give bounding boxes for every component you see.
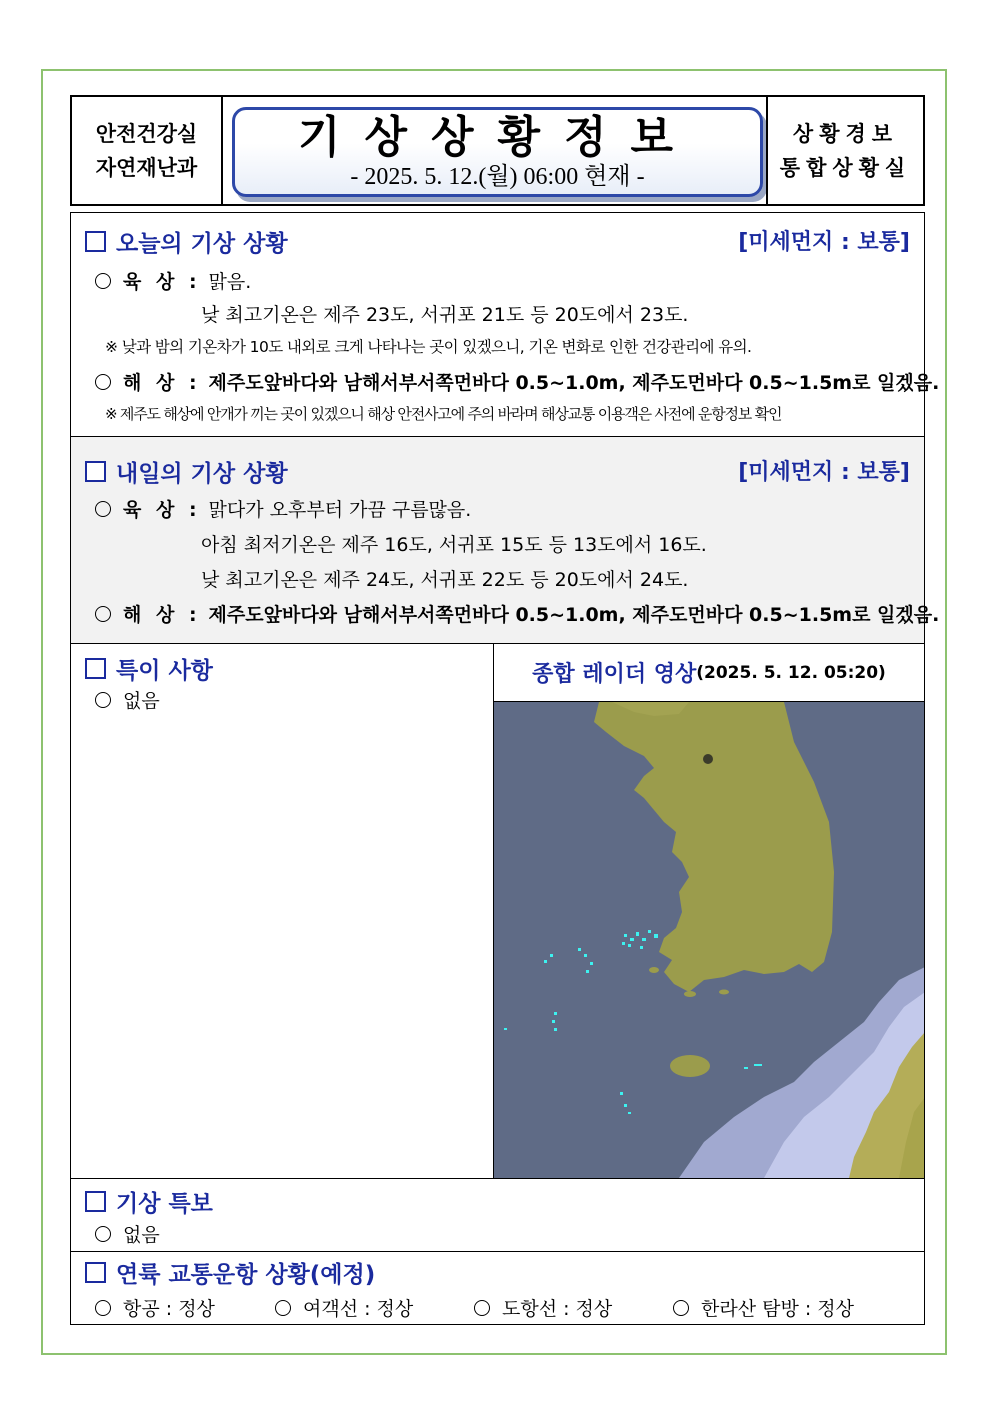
circle-bullet-icon	[95, 374, 111, 390]
tomorrow-heading: 내일의 기상 상황	[85, 455, 288, 488]
traffic-section	[70, 1251, 925, 1325]
today-heading: 오늘의 기상 상황	[85, 225, 288, 258]
report-datetime: - 2025. 5. 12.(월) 06:00 현재 -	[350, 164, 645, 190]
traffic-item-island-ferry: 도항선 : 정상	[474, 1294, 612, 1321]
office-line-2: 통합상황실	[779, 155, 912, 180]
department-line-1: 안전건강실	[95, 121, 198, 146]
radar-title: 종합 레이더 영상 (2025. 5. 12. 05:20)	[493, 644, 924, 702]
warning-section	[70, 1178, 925, 1252]
tomorrow-section	[70, 436, 940, 644]
checkbox-icon	[85, 461, 106, 482]
today-dust-level: [미세먼지 : 보통]	[738, 230, 910, 255]
circle-bullet-icon	[95, 692, 111, 708]
today-land: 육 상 : 맑음.	[95, 267, 251, 294]
circle-bullet-icon	[474, 1300, 490, 1316]
department-block	[72, 97, 223, 204]
tomorrow-min-temp: 아침 최저기온은 제주 16도, 서귀포 15도 등 13도에서 16도.	[201, 534, 707, 556]
checkbox-icon	[85, 231, 106, 252]
page-title: 기상상황정보	[297, 112, 698, 163]
circle-bullet-icon	[275, 1300, 291, 1316]
traffic-item-ferry: 여객선 : 정상	[275, 1294, 413, 1321]
tomorrow-sea: 해 상 : 제주도앞바다와 남해서부서쪽먼바다 0.5~1.0m, 제주도먼바다 0.5~1.5m로 일겠음.	[95, 600, 939, 627]
office-line-1: 상황경보	[792, 121, 899, 146]
today-land-temp: 낮 최고기온은 제주 23도, 서귀포 21도 등 20도에서 23도.	[201, 304, 689, 326]
checkbox-icon	[85, 1191, 106, 1212]
checkbox-icon	[85, 658, 106, 679]
warning-item: 없음	[95, 1220, 160, 1247]
office-block	[766, 97, 923, 204]
circle-bullet-icon	[95, 1300, 111, 1316]
report-header	[70, 95, 925, 206]
tomorrow-max-temp: 낮 최고기온은 제주 24도, 서귀포 22도 등 20도에서 24도.	[201, 569, 689, 591]
traffic-item-air: 항공 : 정상	[95, 1294, 215, 1321]
today-note-temp-gap: ※ 낮과 밤의 기온차가 10도 내외로 크게 나타나는 곳이 있겠으니, 기온 변화로 인한 건강관리에 유의.	[105, 338, 752, 356]
special-item: 없음	[95, 686, 160, 713]
circle-bullet-icon	[95, 1226, 111, 1242]
warning-heading: 기상 특보	[85, 1185, 213, 1218]
checkbox-icon	[85, 1262, 106, 1283]
today-note-fog: ※ 제주도 해상에 안개가 끼는 곳이 있겠으니 해상 안전사고에 주의 바라며 해상교통 이용객은 사전에 운항정보 확인	[105, 405, 782, 423]
special-heading: 특이 사항	[85, 652, 213, 685]
today-sea: 해 상 : 제주도앞바다와 남해서부서쪽먼바다 0.5~1.0m, 제주도먼바다 0.5~1.5m로 일겠음.	[95, 368, 939, 395]
tomorrow-dust-level: [미세먼지 : 보통]	[738, 460, 910, 485]
traffic-item-hallasan: 한라산 탐방 : 정상	[673, 1294, 854, 1321]
circle-bullet-icon	[673, 1300, 689, 1316]
today-section	[70, 212, 940, 437]
circle-bullet-icon	[95, 606, 111, 622]
circle-bullet-icon	[95, 273, 111, 289]
tomorrow-land: 육 상 : 맑다가 오후부터 가끔 구름많음.	[95, 495, 471, 522]
department-line-2: 자연재난과	[95, 155, 198, 180]
radar-map	[494, 702, 924, 1178]
radar-image	[493, 702, 924, 1178]
circle-bullet-icon	[95, 501, 111, 517]
title-box	[232, 107, 763, 197]
traffic-heading: 연륙 교통운항 상황(예정)	[85, 1256, 375, 1289]
radar-timestamp: (2025. 5. 12. 05:20)	[696, 662, 886, 683]
